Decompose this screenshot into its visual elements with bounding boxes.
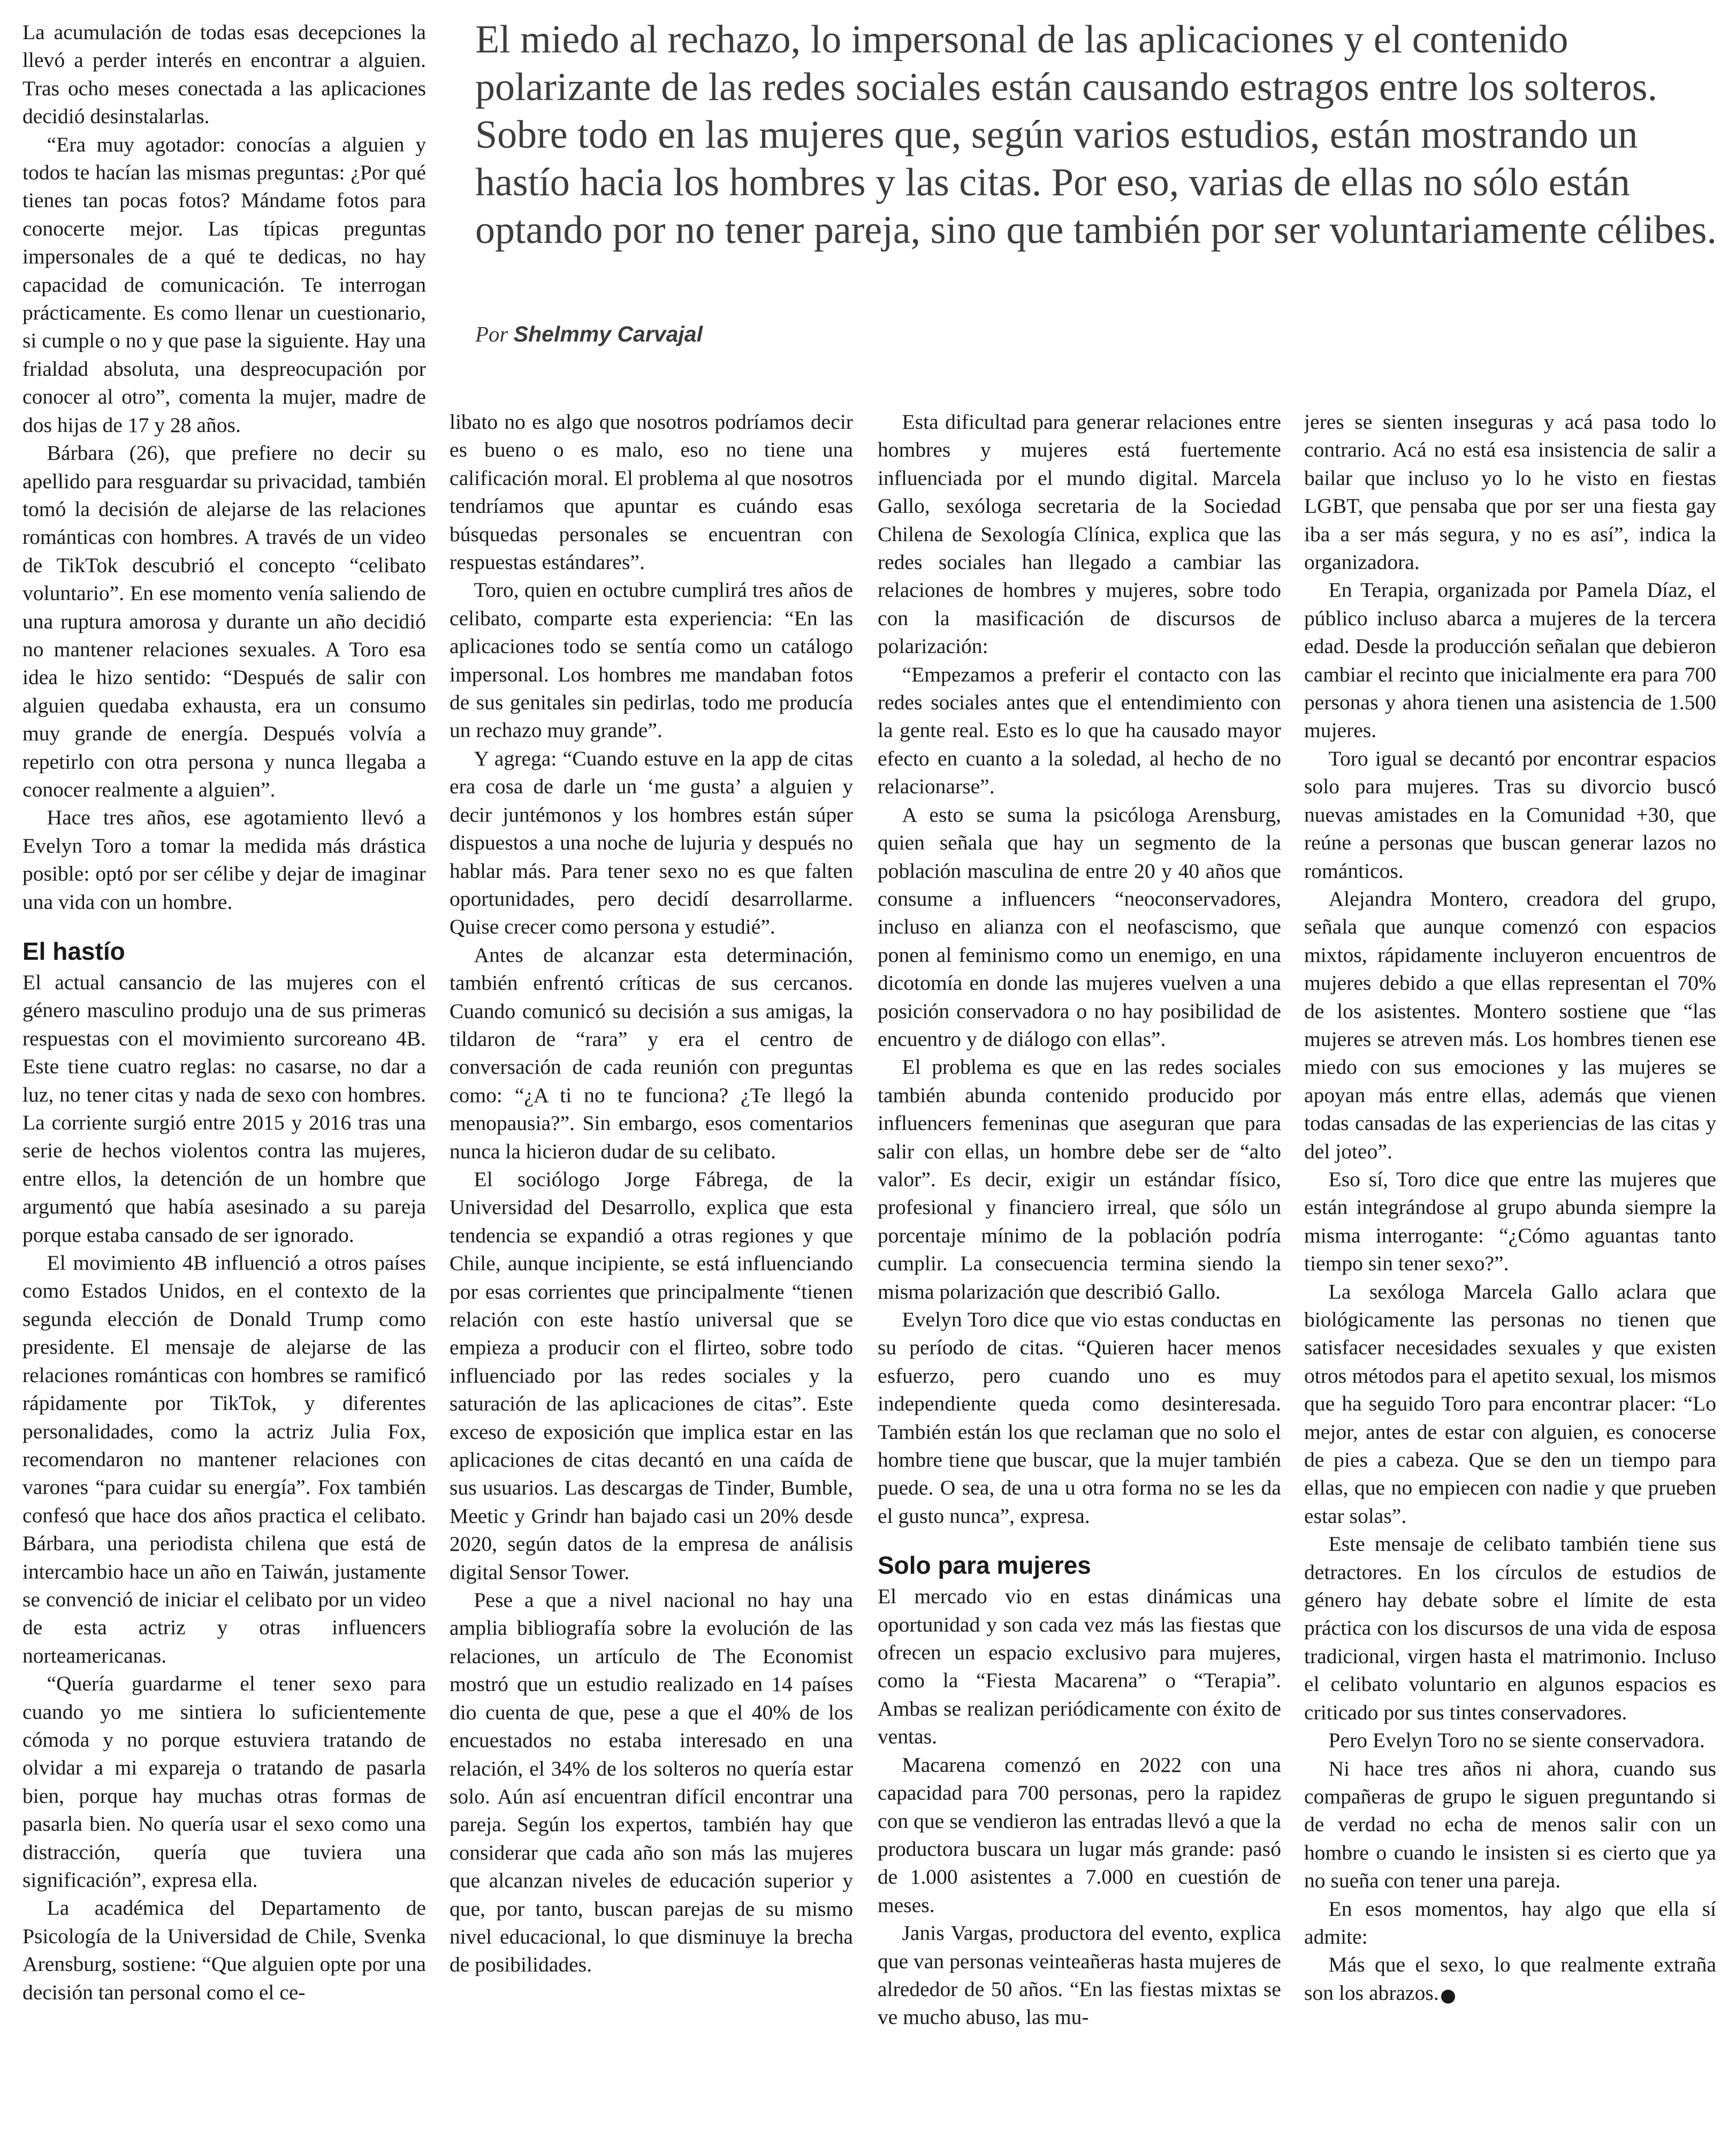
paragraph: A esto se suma la psicóloga Arensburg, quien señala que hay un segmento de la población masculina de entre 20 y 40 años que consume a influencers “neoconservadores, incluso en alianza con el neofascismo, que ponen al feminismo como un enemigo, en una dicotomía en donde las mujeres vuelven a una posición conservadora o no hay posibilidad de encuentro y de diálogo con ellas”. [878,802,1281,1051]
paragraph: El mercado vio en estas dinámicas una oportunidad y son cada vez más las fiestas que ofrecen un espacio exclusivo para mujeres, como la “Fiesta Macarena” o “Terapia”. Ambas se realizan periódicamente con éxito de ventas. [878,1584,1281,1749]
final-paragraph-text: Más que el sexo, lo que realmente extraña son los abrazos. [1304,1953,1716,2005]
paragraph: “Era muy agotador: conocías a alguien y todos te hacían las mismas preguntas: ¿Por qué tienes tan pocas fotos? Mándame fotos para conocerte mejor. Las típicas preguntas impersonales de a qué te dedicas, no hay capacidad de comunicación. Te interrogan prácticamente. Es como llenar un cuestionario, si cumple o no y que pase la siguiente. Hay una frialdad absoluta, una despreocupación por conocer al otro”, comenta la mujer, madre de dos hijas de 17 y 28 años. [22,132,426,437]
final-paragraph [1304,1951,1716,2007]
paragraph: “Empezamos a preferir el contacto con las redes sociales antes que el entendimiento con la gente real. Esto es lo que ha causado mayor efecto en cuanto a la soledad, al hecho de no relacionarse”. [878,662,1281,799]
paragraph: libato no es algo que nosotros podríamos decir es bueno o es malo, eso no tiene una calificación moral. El problema al que nosotros tendríamos que apuntar es cuándo esas búsquedas personales se encuentran con respuestas estándares”. [450,410,853,574]
paragraph: Ni hace tres años ni ahora, cuando sus compañeras de grupo le siguen preguntando si de verdad no echa de menos salir con un hombre o cuando le insisten si es cierto que ya no sueña con tener una pareja. [1304,1756,1716,1893]
paragraph: Y agrega: “Cuando estuve en la app de citas era cosa de darle un ‘me gusta’ a alguien y decir juntémonos y los hombres están súper dispuestos a una noche de lujuria y después no hablar más. Para tener sexo no es que falten oportunidades, pero decidí desarrollarme. Quise crecer como persona y estudié”. [450,746,853,939]
paragraph: La acumulación de todas esas decepciones la llevó a perder interés en encontrar a alguien. Tras ocho meses conectada a las aplicaciones decidió desinstalarlas. [22,20,426,128]
section-heading-hastio: El hastío [22,937,125,965]
paragraph: Toro igual se decantó por encontrar espacios solo para mujeres. Tras su divorcio buscó nuevas amistades en la Comunidad +30, que reúne a personas que buscan generar lazos no románticos. [1304,746,1716,883]
paragraph: El movimiento 4B influenció a otros países como Estados Unidos, en el contexto de la segunda elección de Donald Trump como presidente. El mensaje de alejarse de las relaciones románticas con hombres se ramificó rápidamente por TikTok, y diferentes personalidades, como la actriz Julia Fox, recomendaron no mantener relaciones con varones “para cuidar su energía”. Fox también confesó que hace dos años practica el celibato. Bárbara, una periodista chilena que está de intercambio hace un año en Taiwán, justamente se convenció de iniciar el celibato por un video de esta actriz y otras influencers norteamericanas. [22,1251,426,1667]
paragraph: jeres se sienten inseguras y acá pasa todo lo contrario. Acá no está esa insistencia de salir a bailar que incluso yo lo he visto en fiestas LGBT, que pensaba que por ser una fiesta gay iba a ser más segura, y no es así”, indica la organizadora. [1304,410,1716,574]
paragraph: Eso sí, Toro dice que entre las mujeres que están integrándose al grupo abunda siempre la misma interrogante: “¿Cómo aguantas tanto tiempo sin tener sexo?”. [1304,1167,1716,1276]
paragraph: Esta dificultad para generar relaciones entre hombres y mujeres está fuertemente influenciada por el mundo digital. Marcela Gallo, sexóloga secretaria de la Sociedad Chilena de Sexología Clínica, explica que las redes sociales han llegado a cambiar las relaciones de hombres y mujeres, sobre todo con la masificación de discursos de polarización: [878,410,1281,658]
paragraph: El problema es que en las redes sociales también abunda contenido producido por influencers femeninas que aseguran que para salir con ellas, un hombre debe ser de “alto valor”. Es decir, exigir un estándar físico, profesional y financiero irreal, que sólo un porcentaje mínimo de la población podría cumplir. La consecuencia termina siendo la misma polarización que describió Gallo. [878,1055,1281,1303]
paragraph: Pese a que a nivel nacional no hay una amplia bibliografía sobre la evolución de las relaciones, un artículo de The Economist mostró que un estudio realizado en 14 países dio cuenta de que, pese a que el 40% de los encuestados no estaba interesado en una relación, el 34% de los solteros no quería estar solo. Aún así encuentran difícil encontrar una pareja. Según los expertos, también hay que considerar que cada año son más las mujeres que alcanzan niveles de educación superior y que, por tanto, buscan parejas de su mismo nivel educacional, lo que disminuye la brecha de posibilidades. [450,1588,853,1977]
paragraph: El actual cansancio de las mujeres con el género masculino produjo una de sus primeras respuestas con el movimiento surcoreano 4B. Este tiene cuatro reglas: no casarse, no dar a luz, no tener citas y nada de sexo con hombres. La corriente surgió entre 2015 y 2016 tras una serie de hechos violentos contra las mujeres, entre ellos, la detención de un hombre que argumentó que había asesinado a su pareja porque estaba cansado de ser ignorado. [22,970,426,1247]
paragraph: En Terapia, organizada por Pamela Díaz, el público incluso abarca a mujeres de la tercera edad. Desde la producción señalan que debieron cambiar el recinto que inicialmente era para 700 personas y ahora tienen una asistencia de 1.500 mujeres. [1304,578,1716,742]
paragraph: En esos momentos, hay algo que ella sí admite: [1304,1897,1716,1948]
paragraph: La académica del Departamento de Psicología de la Universidad de Chile, Svenka Arensburg, sostiene: “Que alguien opte por una decisión tan personal como el ce- [22,1896,426,2004]
paragraph: Janis Vargas, productora del evento, explica que van personas veinteañeras hasta mujeres de alrededor de 50 años. “En las fiestas mixtas se ve mucho abuso, las mu- [878,1921,1281,2029]
paragraph: Este mensaje de celibato también tiene sus detractores. En los círculos de estudios de género hay debate sobre el límite de esta práctica con los discursos de una vida de esposa tradicional, virgen hasta el matrimonio. Incluso el celibato voluntario en algunos espacios es criticado por sus tintes conservadores. [1304,1532,1716,1724]
byline-author: Shelmmy Carvajal [513,322,703,346]
paragraph: Bárbara (26), que prefiere no decir su apellido para resguardar su privacidad, también tomó la decisión de alejarse de las relaciones románticas con hombres. A través de un video de TikTok descubrió el concepto “celibato voluntario”. En ese momento venía saliendo de una ruptura amorosa y durante un año decidió no mantener relaciones sexuales. A Toro esa idea le hizo sentido: “Después de salir con alguien quedaba exhausta, era un consumo muy grande de energía. Después volvía a repetirlo con otra persona y nunca llegaba a conocer realmente a alguien”. [22,441,426,801]
paragraph: El sociólogo Jorge Fábrega, de la Universidad del Desarrollo, explica que esta tendencia se expandió a otras regiones y que Chile, aunque incipiente, se está influenciando por esas corrientes que principalmente “tienen relación con este hastío universal que se empieza a producir con el flirteo, sobre todo influenciado por las redes sociales y la saturación de las aplicaciones de citas”. Este exceso de exposición que implica estar en las aplicaciones de citas decantó en una caída de sus usuarios. Las descargas de Tinder, Bumble, Meetic y Grindr han bajado casi un 20% desde 2020, según datos de la empresa de análisis digital Sensor Tower. [450,1167,853,1584]
article-column-4 [1304,408,1716,2121]
byline-prefix: Por [475,322,508,346]
paragraph: La sexóloga Marcela Gallo aclara que biológicamente las personas no tienen que satisfacer necesidades sexuales y que existen otros métodos para el apetito sexual, los mismos que ha seguido Toro para encontrar placer: “Lo mejor, antes de estar con alguien, es conocerse de pies a cabeza. Que se den un tiempo para ellas, que no empiecen con nadie y que prueben estar solas”. [1304,1279,1716,1528]
article-column-1 [22,18,426,2122]
article-column-3 [878,408,1281,2121]
paragraph: “Quería guardarme el tener sexo para cuando yo me sintiera lo suficientemente cómoda y no porque estuviera tratando de olvidar a mi expareja o tratando de pasarla bien, porque hay muchas otras formas de pasarla bien. No quería usar el sexo como una distracción, quería que tuviera una significación”, expresa ella. [22,1672,426,1892]
paragraph: Toro, quien en octubre cumplirá tres años de celibato, comparte esta experiencia: “En las aplicaciones todo se sentía como un catálogo impersonal. Los hombres me mandaban fotos de sus genitales sin pedirlas, todo me producía un rechazo muy grande”. [450,578,853,742]
article-deck: El miedo al rechazo, lo impersonal de las aplicaciones y el contenido polarizante de las redes sociales están causando estragos entre los solteros. Sobre todo en las mujeres que, según varios estudios, están mostrando un hastío hacia los hombres y las citas. Por eso, varias de ellas no sólo están optando por no tener pareja, sino que también por ser voluntariamente célibes. [475,18,1717,252]
article-column-2 [450,408,853,2121]
section-heading-solo-mujeres: Solo para mujeres [878,1551,1091,1580]
paragraph: Antes de alcanzar esta determinación, también enfrentó críticas de sus cercanos. Cuando comunicó su decisión a sus amigas, la tildaron de “rara” y era el centro de conversación de cada reunión con preguntas como: “¿A ti no te funciona? ¿Te llegó la menopausia?”. Sin embargo, esos comentarios nunca la hicieron dudar de su celibato. [450,943,853,1163]
paragraph: Macarena comenzó en 2022 con una capacidad para 700 personas, pero la rapidez con que se vendieron las entradas llevó a que la productora buscara un lugar más grande: pasó de 1.000 asistentes a 7.000 en cuestión de meses. [878,1753,1281,1917]
paragraph: Pero Evelyn Toro no se siente conservadora. [1328,1728,1705,1753]
paragraph: Hace tres años, ese agotamiento llevó a Evelyn Toro a tomar la medida más drástica posible: optó por ser célibe y dejar de imaginar una vida con un hombre. [22,806,426,914]
paragraph: Alejandra Montero, creadora del grupo, señala que aunque comenzó con espacios mixtos, rápidamente incluyeron encuentros de mujeres debido a que ellas representan el 70% de los asistentes. Montero sostiene que “las mujeres se atreven más. Los hombres tienen ese miedo con sus emociones y las mujeres se apoyan más entre ellas, además que vienen todas cansadas de las experiencias de las citas y del joteo”. [1304,886,1716,1163]
byline [475,321,703,347]
end-of-article-icon: D [1441,1990,1455,2004]
paragraph: Evelyn Toro dice que vio estas conductas en su período de citas. “Quieren hacer menos esfuerzo, pero cuando uno es muy independiente queda como desinteresada. También están los que reclaman que no solo el hombre tiene que buscar, que la mujer también puede. O sea, de una u otra forma no se les da el gusto nunca”, expresa. [878,1308,1281,1528]
